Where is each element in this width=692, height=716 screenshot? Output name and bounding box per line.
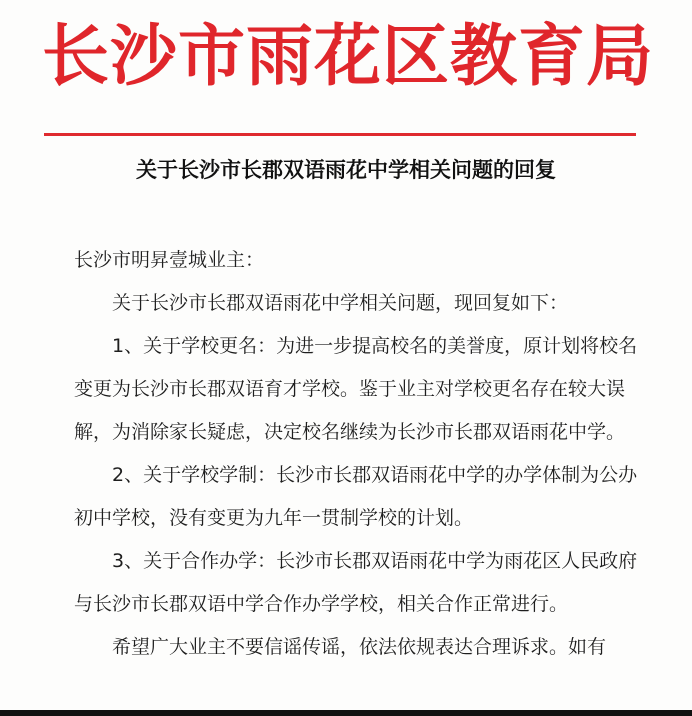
salutation: 长沙市明昇壹城业主： [74,249,265,271]
intro-paragraph: 关于长沙市长郡双语雨花中学相关问题，现回复如下： [112,292,569,314]
item-cooperation: 3、关于合作办学：长沙市长郡双语雨花中学为雨花区人民政府与长沙市长郡双语中学合作办学学校，相关合作正常进行。 [74,550,638,615]
document-title: 关于长沙市长郡双语雨花中学相关问题的回复 [136,158,556,182]
red-divider-line [44,133,636,136]
closing-paragraph: 希望广大业主不要信谣传谣，依法依规表达合理诉求。如有 [112,636,607,658]
masthead-title: 长沙市雨花区教育局 [42,16,654,95]
page-bottom-edge [0,710,692,716]
item-school-name: 1、关于学校更名：为进一步提高校名的美誉度，原计划将校名变更为长沙市长郡双语育才学校。鉴于业主对学校更名存在较大误解，为消除家长疑虑，决定校名继续为长沙市长郡双语雨花中学。 [74,335,638,443]
letter-body [74,239,646,669]
item-school-system: 2、关于学校学制：长沙市长郡双语雨花中学的办学体制为公办初中学校，没有变更为九年一贯制学校的计划。 [74,464,638,529]
